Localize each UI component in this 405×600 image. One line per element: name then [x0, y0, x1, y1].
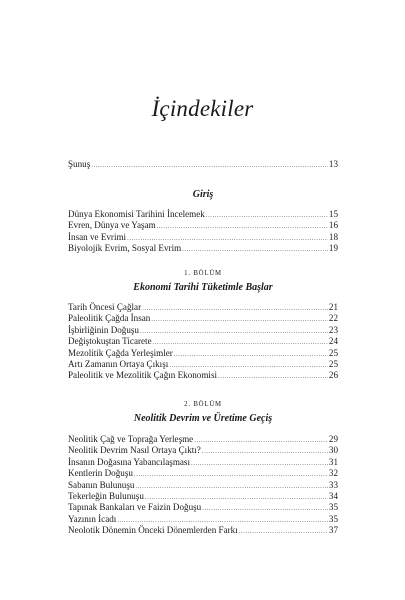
leader-dots: [202, 503, 328, 514]
leader-dots: [91, 160, 328, 171]
toc-entry[interactable]: [68, 348, 338, 359]
toc-entry-label: İnsan ve Evrimi: [68, 231, 127, 242]
leader-dots: [153, 337, 328, 348]
toc-entry-label: Neolotik Dönemin Önceki Dönemlerden Farkı: [68, 525, 238, 536]
toc-entry[interactable]: [68, 514, 338, 525]
toc-entry[interactable]: [68, 220, 338, 231]
toc-entry-page: 19: [328, 243, 338, 254]
toc-entry[interactable]: [68, 336, 338, 347]
leader-dots: [157, 221, 328, 232]
toc-entry-page: 25: [328, 358, 338, 369]
toc-entry[interactable]: [68, 468, 338, 479]
toc-entry-page: 18: [328, 231, 338, 242]
toc-entry-label: Biyolojik Evrim, Sosyal Evrim: [68, 243, 182, 254]
intro-list: [68, 209, 338, 255]
toc-entry-label: Şunuş: [68, 159, 91, 169]
toc-entry-label: Artı Zamanın Ortaya Çıkışı: [68, 358, 169, 369]
toc-entry-label: Neolitik Çağ ve Toprağa Yerleşme: [68, 434, 194, 444]
part1-list: [68, 302, 338, 382]
toc-entry-label: Sabanın Bulunuşu: [68, 479, 135, 490]
toc-entry-label: Kentlerin Doğuşu: [68, 468, 133, 479]
toc-entry[interactable]: [68, 525, 338, 536]
toc-entry-label: Paleolitik Çağda İnsan: [68, 313, 151, 324]
toc-entry-page: 33: [328, 479, 338, 490]
toc-entry-page: 34: [328, 490, 338, 501]
toc-entry[interactable]: [68, 302, 338, 313]
toc-entry-page: 24: [328, 336, 338, 347]
leader-dots: [194, 435, 328, 446]
leader-dots: [134, 469, 328, 480]
toc-entry[interactable]: [68, 232, 338, 243]
toc-entry-page: 23: [328, 324, 338, 335]
toc-entry[interactable]: [68, 434, 338, 445]
toc-entry[interactable]: [68, 325, 338, 336]
toc-entry[interactable]: [68, 502, 338, 513]
toc-entry-page: 37: [328, 525, 338, 536]
toc-entry-label: Paleolitik ve Mezolitik Çağın Ekonomisi: [68, 370, 218, 381]
toc-entry-page: 26: [328, 370, 338, 381]
leader-dots: [174, 349, 328, 360]
toc-entry[interactable]: [68, 445, 338, 456]
toc-entry[interactable]: [68, 159, 338, 170]
toc-entry-page: 21: [328, 302, 338, 312]
leader-dots: [218, 371, 328, 382]
toc-entry[interactable]: [68, 313, 338, 324]
toc-entry-page: 29: [328, 434, 338, 444]
toc-entry-page: 25: [328, 347, 338, 358]
toc-entry-page: 35: [328, 502, 338, 513]
toc-entry[interactable]: [68, 370, 338, 381]
toc-entry[interactable]: [68, 209, 338, 220]
leader-dots: [191, 458, 328, 469]
part2-list: [68, 434, 338, 537]
section-heading-intro: Giriş: [192, 189, 214, 200]
toc-entry[interactable]: [68, 359, 338, 370]
toc-entry-label: İnsanın Doğasına Yabancılaşması: [68, 456, 190, 467]
toc-entry-label: Tarih Öncesi Çağlar: [68, 302, 142, 312]
toc-entry-page: 35: [328, 513, 338, 524]
part-number: 1. BÖLÜM: [184, 270, 222, 277]
part-number: 2. BÖLÜM: [184, 401, 222, 408]
leader-dots: [202, 446, 328, 457]
leader-dots: [206, 210, 328, 221]
leader-dots: [140, 326, 328, 337]
page-title: İçindekiler: [151, 96, 254, 121]
toc-entry-label: Neolitik Devrim Nasıl Ortaya Çıktı?: [68, 445, 201, 456]
toc-entry[interactable]: [68, 243, 338, 254]
leader-dots: [182, 244, 328, 255]
part-heading: Ekonomi Tarihi Tüketimle Başlar: [133, 282, 273, 293]
toc-entry[interactable]: [68, 457, 338, 468]
toc-entry-page: 31: [328, 456, 338, 467]
toc-entry-page: 32: [328, 468, 338, 479]
toc-entry-label: Değiştokuştan Ticarete: [68, 336, 152, 347]
toc-entry-label: Yazının İcadı: [68, 513, 117, 524]
toc-entry-label: Tekerleğin Bulunuşu: [68, 490, 144, 501]
toc-entry-label: İşbirliğinin Doğuşu: [68, 324, 139, 335]
leader-dots: [239, 526, 328, 537]
leader-dots: [151, 314, 328, 325]
toc-entry[interactable]: [68, 480, 338, 491]
preface-list: [68, 159, 338, 170]
toc-entry-label: Mezolitik Çağda Yerleşimler: [68, 347, 173, 358]
toc-entry-label: Evren, Dünya ve Yaşam: [68, 220, 156, 231]
leader-dots: [142, 303, 328, 314]
toc-entry[interactable]: [68, 491, 338, 502]
toc-entry-label: Tapınak Bankaları ve Faizin Doğuşu: [68, 502, 202, 513]
toc-entry-page: 22: [328, 313, 338, 324]
toc-entry-label: Dünya Ekonomisi Tarihini İncelemek: [68, 209, 205, 219]
leader-dots: [135, 481, 327, 492]
toc-entry-page: 13: [328, 159, 338, 169]
toc-entry-page: 16: [328, 220, 338, 231]
toc-entry-page: 30: [328, 445, 338, 456]
toc-entry-page: 15: [328, 209, 338, 219]
part-heading: Neolitik Devrim ve Üretime Geçiş: [133, 413, 273, 424]
